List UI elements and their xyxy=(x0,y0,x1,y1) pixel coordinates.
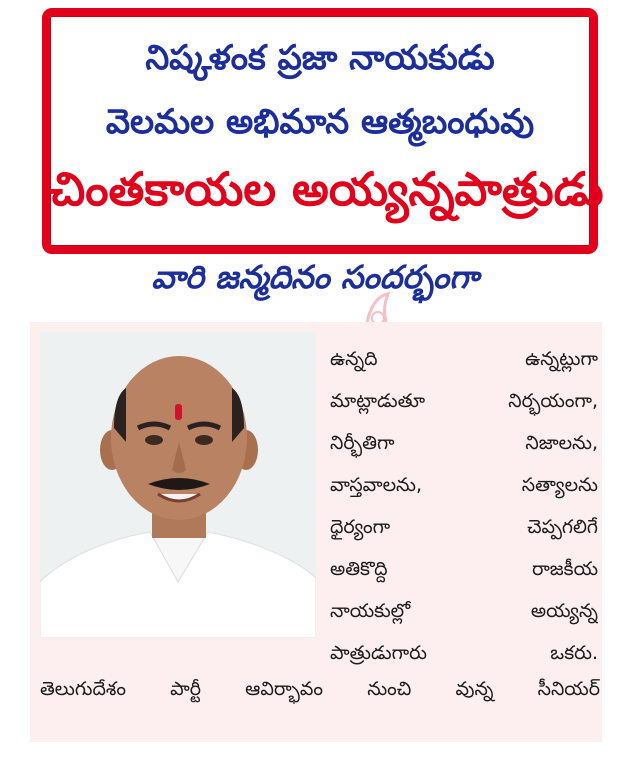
portrait-photo xyxy=(40,332,316,638)
header-line-1: నిష్కళంక ప్రజా నాయకుడు xyxy=(145,38,495,78)
article-row: నాయకుల్లో అయ్యన్న xyxy=(330,600,598,622)
article-row: ధైర్యంగా చెప్పగలిగే xyxy=(330,516,598,538)
article-row: మాట్లాడుతూ నిర్భయంగా, xyxy=(330,390,598,412)
article-text xyxy=(330,338,598,674)
article-row: ఉన్నది ఉన్నట్లుగా xyxy=(330,348,598,370)
header-banner xyxy=(42,8,604,254)
article-row: అతికొద్ది రాజకీయ xyxy=(330,558,598,580)
header-line-2: వెలమల అభిమాన ఆత్మబంధువు xyxy=(105,102,535,142)
article-closing-line: తెలుగుదేశం పార్టీ ఆవిర్భావం నుంచి వున్న సీనియర్ xyxy=(40,678,600,700)
leader-name: చింతకాయల అయ్యన్నపాత్రుడు xyxy=(50,162,604,216)
article-row: పాత్రుడుగారు ఒకరు. xyxy=(330,642,598,664)
portrait-illustration xyxy=(40,332,316,638)
article-row: వాస్తవాలను, సత్యాలను xyxy=(330,474,598,496)
article-row: నిర్భీతిగా నిజాలను, xyxy=(330,432,598,454)
occasion-subtitle: వారి జన్మదినం సందర్భంగా xyxy=(151,258,479,296)
